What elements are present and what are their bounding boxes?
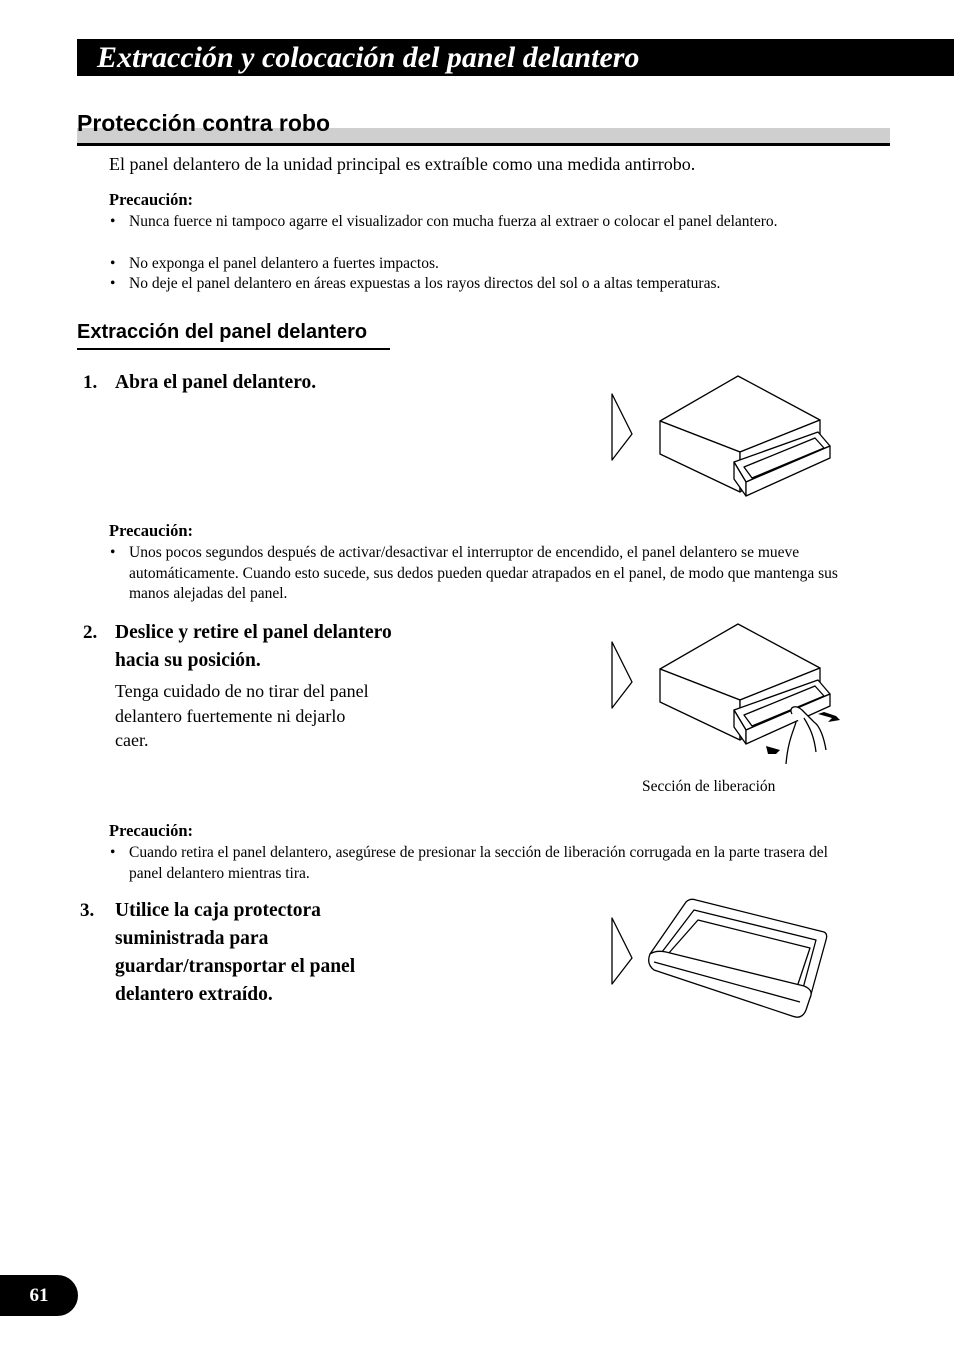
open-panel-illustration	[610, 374, 840, 504]
page-title: Extracción y colocación del panel delantero	[97, 41, 640, 74]
caution-bullet-text: Cuando retira el panel delantero, asegúrese de presionar la sección de liberación corrugada en la parte trasera del panel delantero mientras tira.	[129, 844, 828, 882]
bullet-dot: •	[110, 275, 116, 292]
step-number: 1.	[83, 372, 98, 393]
bullet-dot: •	[110, 844, 116, 861]
caution-bullet	[110, 843, 849, 884]
caution-bullet	[110, 274, 909, 295]
protective-case-illustration	[610, 898, 840, 1028]
step-arrow-icon	[612, 918, 632, 984]
pull-arrow-icon	[766, 746, 780, 754]
step-arrow-icon	[612, 394, 632, 460]
caution-label: Precaución:	[109, 190, 194, 209]
caution-bullet-text: No deje el panel delantero en áreas expuestas a los rayos directos del sol o a altas temperaturas.	[129, 275, 721, 292]
step-text: Utilice la caja protectora suministrada para guardar/transportar el panel delantero extraído.	[115, 900, 356, 1005]
bullet-dot: •	[110, 213, 116, 230]
section-heading-rule	[77, 143, 890, 146]
section-title: Protección contra robo	[77, 110, 331, 136]
section-intro: El panel delantero de la unidad principal es extraíble como una medida antirrobo.	[109, 154, 696, 174]
step-number: 2.	[83, 622, 98, 643]
pull-arrow-icon	[818, 712, 840, 722]
step-number: 3.	[80, 900, 95, 921]
caution-bullet	[110, 543, 864, 605]
step-note: Tenga cuidado de no tirar del panel delantero fuertemente ni dejarlo caer.	[115, 681, 369, 750]
page-number-tab	[0, 1275, 78, 1316]
subsection-rule	[77, 348, 390, 350]
caution-bullet	[110, 212, 849, 233]
caution-bullet	[110, 254, 889, 275]
remove-panel-illustration	[610, 622, 850, 772]
caution-bullet-text: No exponga el panel delantero a fuertes impactos.	[129, 255, 439, 272]
caution-bullet-text: Nunca fuerce ni tampoco agarre el visualizador con mucha fuerza al extraer o colocar el panel delantero.	[129, 213, 778, 230]
bullet-dot: •	[110, 544, 116, 561]
page-number: 61	[29, 1285, 49, 1306]
caution-label: Precaución:	[109, 821, 194, 840]
caution-bullet-text: Unos pocos segundos después de activar/desactivar el interruptor de encendido, el panel delantero se mueve automáticamente. Cuando esto sucede, sus dedos pueden quedar atrapados en el panel, de modo que mantenga sus manos alejadas del panel.	[129, 544, 838, 602]
figure-caption: Sección de liberación	[642, 778, 776, 795]
page-title-bar	[77, 39, 954, 76]
step-text: Abra el panel delantero.	[115, 372, 317, 393]
step-text: Deslice y retire el panel delantero hacia su posición.	[115, 622, 392, 671]
subsection-title: Extracción del panel delantero	[77, 321, 368, 343]
bullet-dot: •	[110, 255, 116, 272]
step-arrow-icon	[612, 642, 632, 708]
caution-label: Precaución:	[109, 521, 194, 540]
